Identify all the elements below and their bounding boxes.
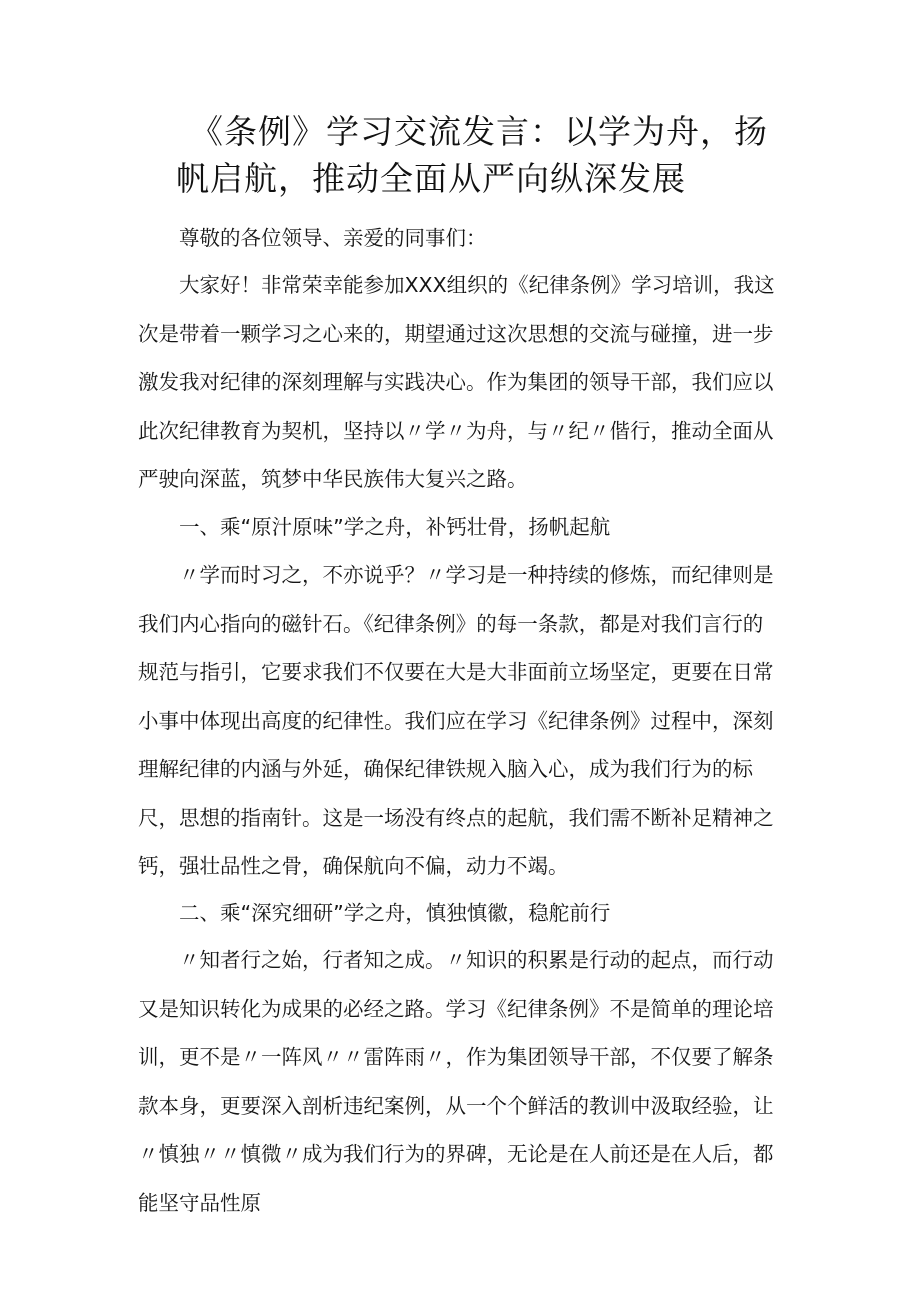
greeting: 尊敬的各位领导、亲爱的同事们： [179, 226, 487, 250]
section-heading-block-1 [138, 503, 782, 552]
paragraph-block-3 [138, 936, 782, 1227]
paragraph-block-1 [138, 261, 782, 504]
paragraph-1: 大家好！非常荣幸能参加XXX组织的《纪律条例》学习培训，我这次是带着一颗学习之心来的，期望通过这次思想的交流与碰撞，进一步激发我对纪律的深刻理解与实践决心。作为集团的领导干部，我们应以此次纪律教育为契机，坚持以〃学〃为舟，与〃纪〃偕行，推动全面从严驶向深蓝，筑梦中华民族伟大复兴之路。 [138, 273, 775, 491]
section-heading-2: 二、乘“深究细研”学之舟，慎独慎徽，稳舵前行 [179, 901, 611, 925]
greeting-block [138, 214, 782, 263]
section-heading-1: 一、乘“原汁原味”学之舟，补钙壮骨，扬帆起航 [179, 515, 611, 539]
paragraph-3: 〃知者行之始，行者知之成。〃知识的积累是行动的起点，而行动又是知识转化为成果的必经之路。学习《纪律条例》不是简单的理论培训，更不是〃一阵风〃〃雷阵雨〃，作为集团领导干部，不仅要了解条款本身，更要深入剖析违纪案例，从一个个鲜活的教训中汲取经验，让〃慎独〃〃慎微〃成为我们行为的界碑，无论是在人前还是在人后，都能坚守品性原 [138, 948, 774, 1215]
section-heading-block-2 [138, 889, 782, 938]
title-line-1: 《条例》学习交流发言：以学为舟，扬 [190, 112, 768, 151]
paragraph-2: 〃学而时习之，不亦说乎？〃学习是一种持续的修炼，而纪律则是我们内心指向的磁针石。《纪律条例》的每一条款，都是对我们言行的规范与指引，它要求我们不仅要在大是大非面前立场坚定，更要在日常小事中体现出高度的纪律性。我们应在学习《纪律条例》过程中，深刻理解纪律的内涵与外延，确保纪律铁规入脑入心，成为我们行为的标尺，思想的指南针。这是一场没有终点的起航，我们需不断补足精神之钙，强壮品性之骨，确保航向不偏，动力不竭。 [138, 563, 774, 878]
paragraph-block-2 [138, 551, 782, 891]
document-title [140, 108, 800, 202]
title-line-2: 帆启航，推动全面从严向纵深发展 [176, 159, 686, 198]
